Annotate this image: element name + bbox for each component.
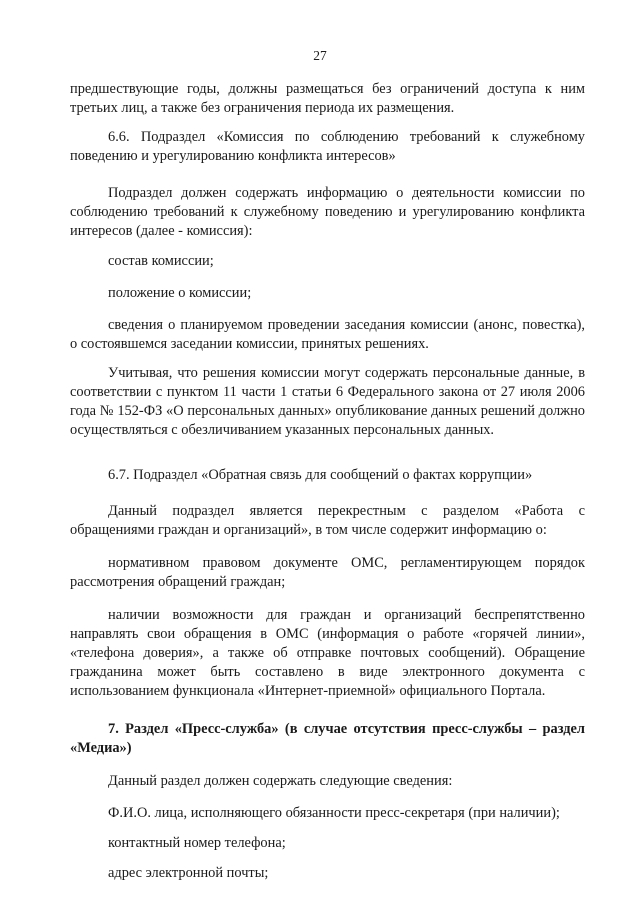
list-item-commission-regulation: положение о комиссии; xyxy=(108,285,252,301)
list-item-email-address: адрес электронной почты; xyxy=(108,865,269,881)
section-heading-7: 7. Раздел «Пресс-служба» (в случае отсутствия пресс-службы – раздел «Медиа») xyxy=(70,721,585,756)
list-item-normative-document: нормативном правовом документе ОМС, регламентирующем порядок рассмотрения обращений граждан; xyxy=(70,555,585,590)
list-item-appeal-possibility: наличии возможности для граждан и организаций беспрепятственно направлять свои обращения в ОМС (информация о работе «горячей линии», «телефона доверия», а также об отправке почтовых сообщений). Обращение гражданина может быть составлено в виде электронного документа с использованием функционала «Интернет-приемной» официального Портала. xyxy=(70,607,585,699)
paragraph-feedback-crossref: Данный подраздел является перекрестным с разделом «Работа с обращениями граждан и организаций», в том числе содержит информацию о: xyxy=(70,503,585,538)
list-item-commission-meetings: сведения о планируемом проведении заседания комиссии (анонс, повестка), о состоявшемся заседании комиссии, принятых решениях. xyxy=(70,317,585,352)
subsection-heading-6-7: 6.7. Подраздел «Обратная связь для сообщений о фактах коррупции» xyxy=(108,467,533,483)
paragraph-continuation: предшествующие годы, должны размещаться без ограничений доступа к ним третьих лиц, а также без ограничения периода их размещения. xyxy=(70,81,585,116)
page-number: 27 xyxy=(313,48,327,63)
list-item-press-secretary: Ф.И.О. лица, исполняющего обязанности пресс-секретаря (при наличии); xyxy=(108,805,560,821)
paragraph-section-contents: Данный раздел должен содержать следующие сведения: xyxy=(108,773,453,789)
paragraph-commission-info: Подраздел должен содержать информацию о деятельности комиссии по соблюдению требований к служебному поведению и урегулированию конфликта интересов (далее - комиссия): xyxy=(70,185,585,239)
list-item-commission-composition: состав комиссии; xyxy=(108,253,214,269)
list-item-phone-number: контактный номер телефона; xyxy=(108,835,286,851)
paragraph-personal-data: Учитывая, что решения комиссии могут содержать персональные данные, в соответствии с пунктом 11 части 1 статьи 6 Федерального закона от 27 июля 2006 года № 152-ФЗ «О персональных данных» опубликование данных решений должно осуществляться с обезличиванием указанных персональных данных. xyxy=(70,365,585,438)
subsection-heading-6-6: 6.6. Подраздел «Комиссия по соблюдению требований к служебному поведению и урегулированию конфликта интересов» xyxy=(70,129,585,164)
